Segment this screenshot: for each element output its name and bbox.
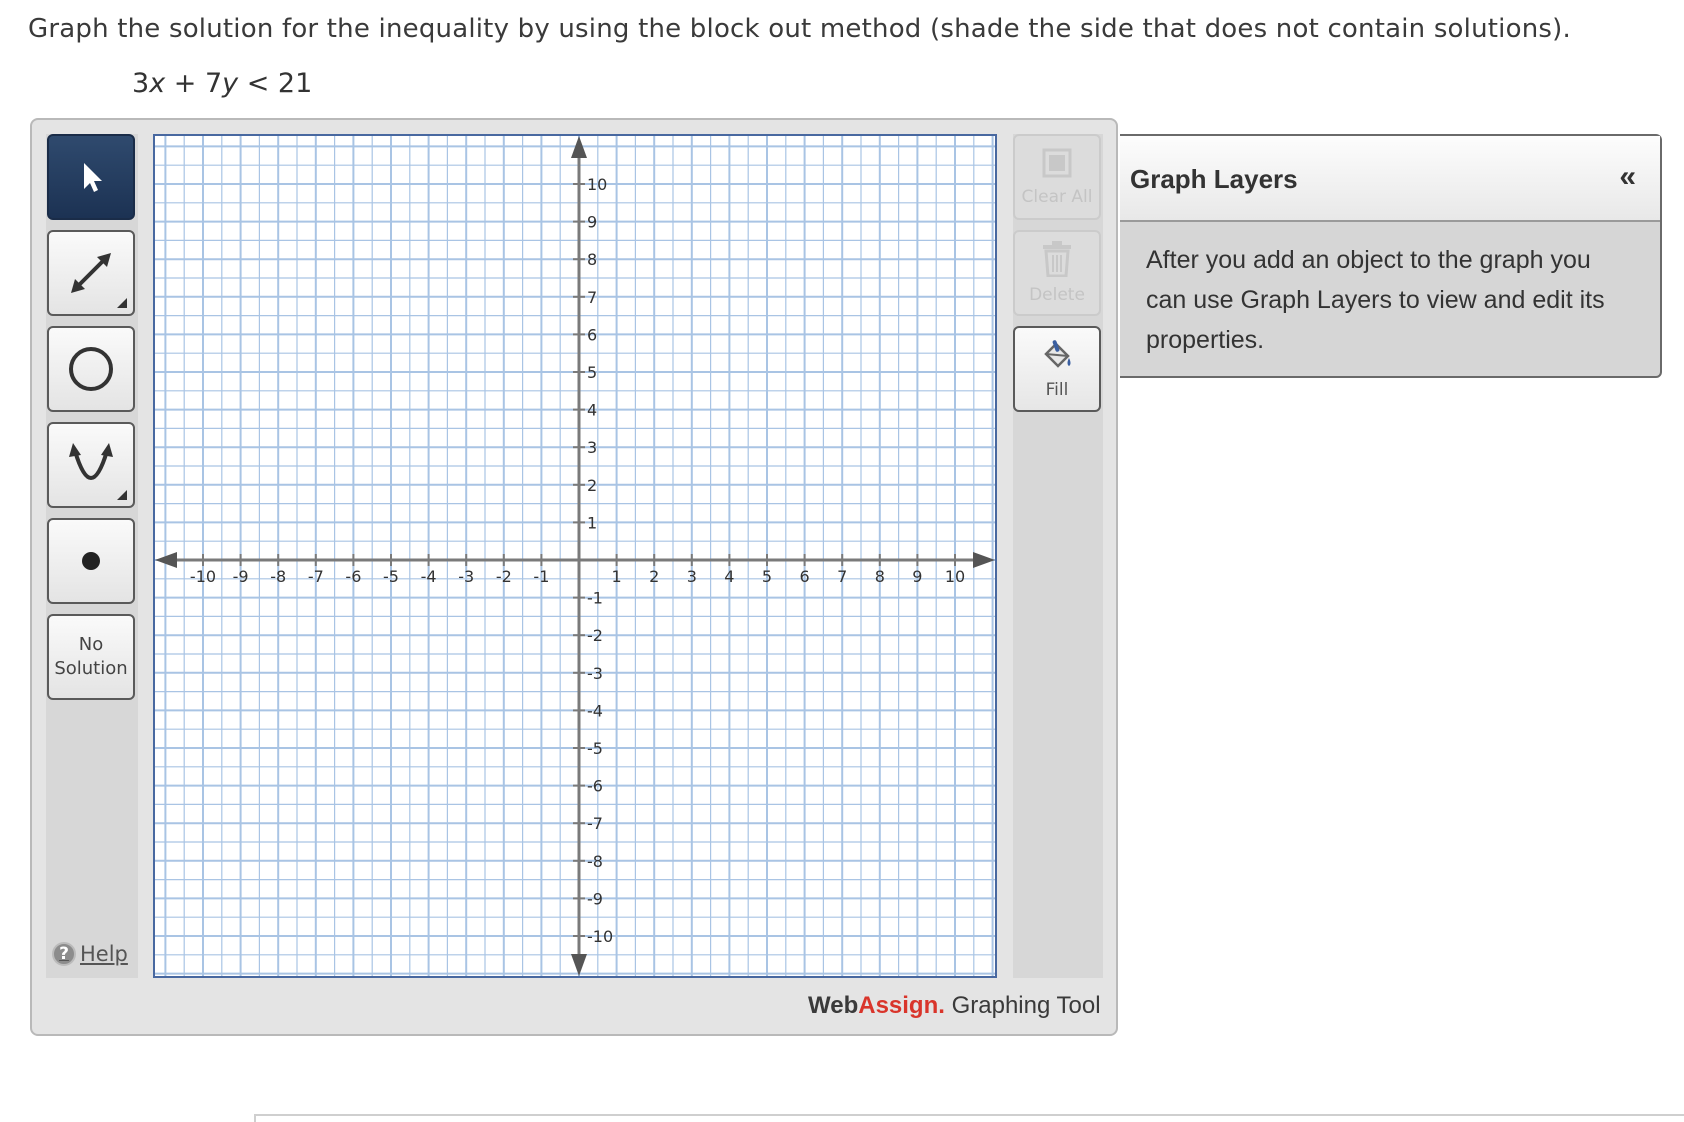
y-tick-label: 3 bbox=[587, 438, 598, 458]
brand-part3: Graphing Tool bbox=[944, 992, 1101, 1019]
no-solution-button[interactable] bbox=[47, 614, 135, 700]
point-icon bbox=[79, 549, 103, 573]
x-tick-label: -1 bbox=[533, 567, 550, 586]
y-tick-label: 4 bbox=[587, 400, 598, 420]
graph-layers-panel bbox=[1120, 134, 1662, 378]
arrow-cursor-icon bbox=[76, 159, 106, 195]
clear-all-label: Clear All bbox=[1021, 187, 1093, 207]
y-tick-label: -7 bbox=[587, 814, 603, 834]
var-x: x bbox=[149, 68, 166, 99]
x-tick-label: 2 bbox=[649, 567, 660, 586]
y-tick-label: 7 bbox=[587, 287, 598, 307]
y-tick-label: 1 bbox=[587, 513, 598, 533]
clear-all-button[interactable] bbox=[1013, 134, 1101, 220]
line-tool-button[interactable] bbox=[47, 230, 135, 316]
plus-sign: + bbox=[165, 68, 205, 99]
graph-layers-title: Graph Layers bbox=[1130, 164, 1298, 194]
select-tool-button[interactable] bbox=[47, 134, 135, 220]
x-tick-label: -6 bbox=[345, 567, 362, 586]
x-tick-label: -2 bbox=[495, 567, 512, 586]
x-tick-label: -10 bbox=[189, 567, 217, 586]
parabola-tool-button[interactable] bbox=[47, 422, 135, 508]
divider-line bbox=[254, 1114, 1684, 1116]
y-tick-label: -4 bbox=[587, 701, 603, 721]
graph-canvas[interactable] bbox=[153, 134, 997, 978]
trash-icon bbox=[1041, 241, 1073, 277]
fill-label: Fill bbox=[1045, 380, 1069, 400]
instruction-text: Graph the solution for the inequality by using the block out method (shade the side that does not contain solutions). bbox=[28, 14, 1571, 44]
inequality-rest: < 21 bbox=[238, 68, 313, 99]
y-tick-label: 6 bbox=[587, 325, 598, 345]
x-tick-label: -3 bbox=[458, 567, 475, 586]
graph-layers-info: After you add an object to the graph you can use Graph Layers to view and edit its properties. bbox=[1146, 246, 1605, 354]
circle-tool-button[interactable] bbox=[47, 326, 135, 412]
no-solution-label-line2: Solution bbox=[54, 658, 128, 679]
x-tick-label: -5 bbox=[383, 567, 399, 586]
webassign-brand bbox=[808, 992, 1101, 1020]
x-tick-label: 10 bbox=[944, 567, 966, 586]
brand-part2: Assign. bbox=[858, 992, 945, 1019]
y-tick-label: -2 bbox=[587, 626, 603, 646]
help-label: Help bbox=[80, 942, 128, 966]
delete-button[interactable] bbox=[1013, 230, 1101, 316]
x-tick-label: 6 bbox=[799, 567, 810, 586]
fill-button[interactable] bbox=[1013, 326, 1101, 412]
var-y: y bbox=[222, 68, 239, 99]
submenu-corner-icon bbox=[117, 298, 127, 308]
help-link[interactable] bbox=[52, 942, 128, 966]
double-arrow-line-icon bbox=[63, 245, 119, 301]
no-solution-label-line1: No bbox=[78, 634, 104, 655]
clear-all-icon bbox=[1041, 147, 1073, 179]
y-tick-label: 5 bbox=[587, 363, 598, 382]
y-tick-label: -5 bbox=[587, 739, 603, 758]
graph-layers-header[interactable] bbox=[1120, 136, 1660, 222]
parabola-icon bbox=[63, 437, 119, 493]
x-tick-label: -7 bbox=[307, 567, 324, 586]
y-tick-label: 8 bbox=[587, 250, 598, 270]
x-tick-label: 8 bbox=[874, 567, 885, 586]
coef-x: 3 bbox=[132, 68, 150, 99]
y-tick-label: 9 bbox=[587, 212, 598, 232]
coef-y: 7 bbox=[204, 68, 223, 99]
x-tick-label: 9 bbox=[912, 567, 923, 586]
no-solution-label bbox=[54, 633, 127, 681]
divider-corner bbox=[254, 1114, 256, 1122]
coordinate-grid[interactable] bbox=[155, 136, 995, 976]
x-tick-label: 3 bbox=[686, 567, 697, 586]
x-tick-label: -4 bbox=[420, 567, 437, 586]
circle-icon bbox=[65, 343, 117, 395]
delete-label: Delete bbox=[1029, 285, 1085, 305]
paint-bucket-icon bbox=[1040, 338, 1074, 372]
x-tick-label: -8 bbox=[270, 567, 287, 586]
y-tick-label: 2 bbox=[587, 475, 598, 495]
y-tick-label: -1 bbox=[587, 588, 603, 608]
submenu-corner-icon bbox=[117, 490, 127, 500]
x-tick-label: -9 bbox=[232, 567, 249, 586]
help-icon: ? bbox=[52, 942, 76, 966]
collapse-icon[interactable]: « bbox=[1619, 160, 1636, 193]
brand-part1: Web bbox=[808, 992, 859, 1019]
x-tick-label: 1 bbox=[611, 567, 622, 586]
y-tick-label: -9 bbox=[587, 889, 603, 909]
point-tool-button[interactable] bbox=[47, 518, 135, 604]
x-tick-label: 7 bbox=[837, 567, 848, 586]
inequality-equation bbox=[132, 68, 312, 99]
y-tick-label: -8 bbox=[587, 851, 603, 871]
y-tick-label: -10 bbox=[587, 927, 614, 946]
x-tick-label: 4 bbox=[724, 567, 735, 586]
x-tick-label: 5 bbox=[761, 567, 773, 586]
y-tick-label: -3 bbox=[587, 663, 603, 683]
y-tick-label: 10 bbox=[587, 175, 608, 194]
y-tick-label: -6 bbox=[587, 776, 603, 796]
